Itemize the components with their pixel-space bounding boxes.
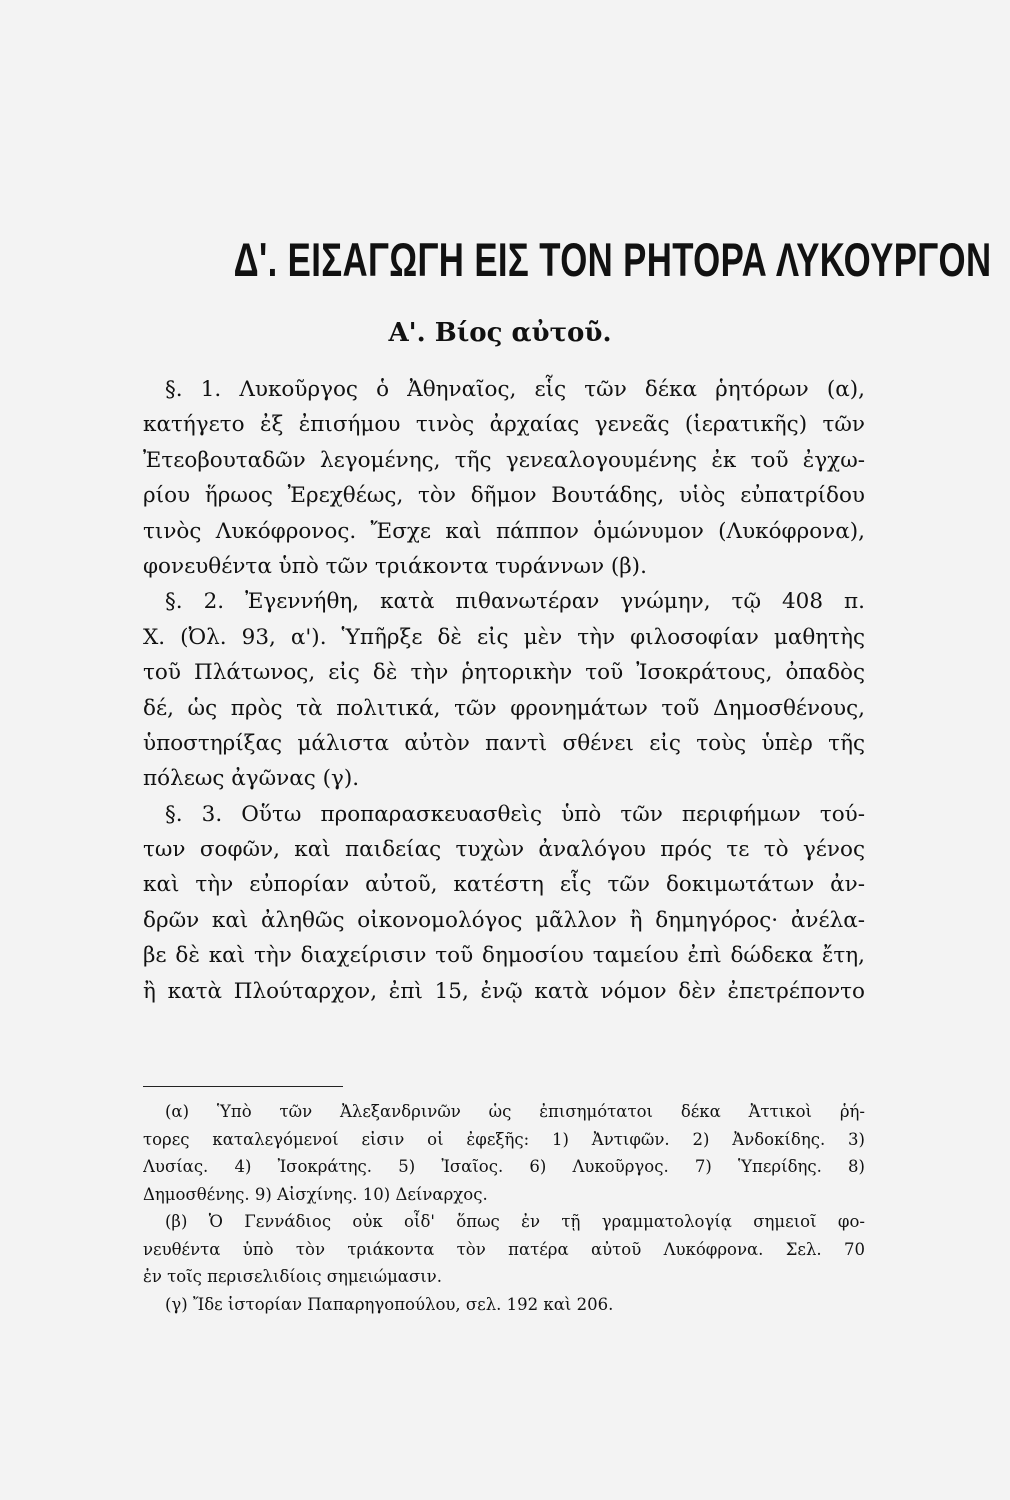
footnote-line: νευθέντα ὑπὸ τὸν τριάκοντα τὸν πατέρα αὐτοῦ Λυκόφρονα. Σελ. 70 bbox=[143, 1239, 865, 1259]
text-line: §. 1. Λυκοῦργος ὁ Ἀθηναῖος, εἷς τῶν δέκα ῥητόρων (α), bbox=[165, 377, 865, 402]
text-line: κατήγετο ἐξ ἐπισήμου τινὸς ἀρχαίας γενεᾶς (ἱερατικῆς) τῶν bbox=[143, 412, 865, 438]
text-line: καὶ τὴν εὐπορίαν αὐτοῦ, κατέστη εἷς τῶν δοκιμωτάτων ἀν- bbox=[143, 872, 865, 898]
footnote-line: τορες καταλεγόμενοί εἰσιν οἱ ἐφεξῆς: 1) Ἀντιφῶν. 2) Ἀνδοκίδης. 3) bbox=[143, 1129, 865, 1149]
text-line: ὑποστηρίξας μάλιστα αὐτὸν παντὶ σθένει εἰς τοὺς ὑπὲρ τῆς bbox=[143, 730, 865, 756]
footnote-line: (γ) Ἴδε ἱστορίαν Παπαρηγοπούλου, σελ. 192 καὶ 206. bbox=[165, 1294, 614, 1314]
chapter-title: Δ'. ΕΙΣΑΓΩΓΗ ΕΙΣ ΤΟΝ ΡΗΤΟΡΑ ΛΥΚΟΥΡΓΟΝ bbox=[233, 233, 992, 286]
footnote-line: Λυσίας. 4) Ἰσοκράτης. 5) Ἰσαῖος. 6) Λυκοῦργος. 7) Ὑπερίδης. 8) bbox=[143, 1157, 865, 1176]
footnote-divider bbox=[143, 1086, 343, 1087]
text-line: βε δὲ καὶ τὴν διαχείρισιν τοῦ δημοσίου ταμείου ἐπὶ δώδεκα ἔτη, bbox=[143, 943, 865, 969]
text-line: §. 2. Ἐγεννήθη, κατὰ πιθανωτέραν γνώμην, τῷ 408 π. bbox=[165, 589, 865, 615]
footnote-line: Δημοσθένης. 9) Αἰσχίνης. 10) Δείναρχος. bbox=[143, 1184, 488, 1204]
text-line: ρίου ἥρωος Ἐρεχθέως, τὸν δῆμον Βουτάδης, υἱὸς εὐπατρίδου bbox=[143, 483, 865, 509]
footnote-line: (α) Ὑπὸ τῶν Ἀλεξανδρινῶν ὡς ἐπισημότατοι δέκα Ἀττικοὶ ῥή- bbox=[165, 1102, 865, 1121]
text-line: πόλεως ἀγῶνας (γ). bbox=[143, 766, 360, 792]
text-line: φονευθέντα ὑπὸ τῶν τριάκοντα τυράννων (β). bbox=[143, 553, 647, 579]
text-line: τινὸς Λυκόφρονος. Ἔσχε καὶ πάππον ὁμώνυμον (Λυκόφρονα), bbox=[143, 518, 865, 544]
footnote-line: (β) Ὁ Γεννάδιος οὐκ οἶδ' ὅπως ἐν τῇ γραμματολογίᾳ σημειοῖ φο- bbox=[165, 1212, 865, 1231]
text-line: Χ. (Ὀλ. 93, α'). Ὑπῆρξε δὲ εἰς μὲν τὴν φιλοσοφίαν μαθητὴς bbox=[143, 624, 865, 650]
text-line: των σοφῶν, καὶ παιδείας τυχὼν ἀναλόγου πρός τε τὸ γένος bbox=[143, 837, 865, 863]
text-line: §. 3. Οὕτω προπαρασκευασθεὶς ὑπὸ τῶν περιφήμων τού- bbox=[165, 801, 865, 827]
text-line: τοῦ Πλάτωνος, εἰς δὲ τὴν ῥητορικὴν τοῦ Ἰσοκράτους, ὀπαδὸς bbox=[143, 660, 865, 686]
text-line: δέ, ὡς πρὸς τὰ πολιτικά, τῶν φρονημάτων τοῦ Δημοσθένους, bbox=[143, 695, 865, 721]
main-text bbox=[143, 372, 865, 1009]
section-subtitle: Α'. Βίος αὐτοῦ. bbox=[388, 318, 612, 348]
text-line: Ἐτεοβουταδῶν λεγομένης, τῆς γενεαλογουμένης ἐκ τοῦ ἐγχω- bbox=[143, 447, 865, 473]
footnotes bbox=[143, 1098, 865, 1318]
text-line: ἢ κατὰ Πλούταρχον, ἐπὶ 15, ἐνῷ κατὰ νόμον δὲν ἐπετρέποντο bbox=[143, 978, 865, 1004]
footnote-line: ἐν τοῖς περισελιδίοις σημειώμασιν. bbox=[143, 1267, 442, 1286]
text-line: δρῶν καὶ ἀληθῶς οἰκονομολόγος μᾶλλον ἢ δημηγόρος· ἀνέλα- bbox=[143, 907, 865, 933]
